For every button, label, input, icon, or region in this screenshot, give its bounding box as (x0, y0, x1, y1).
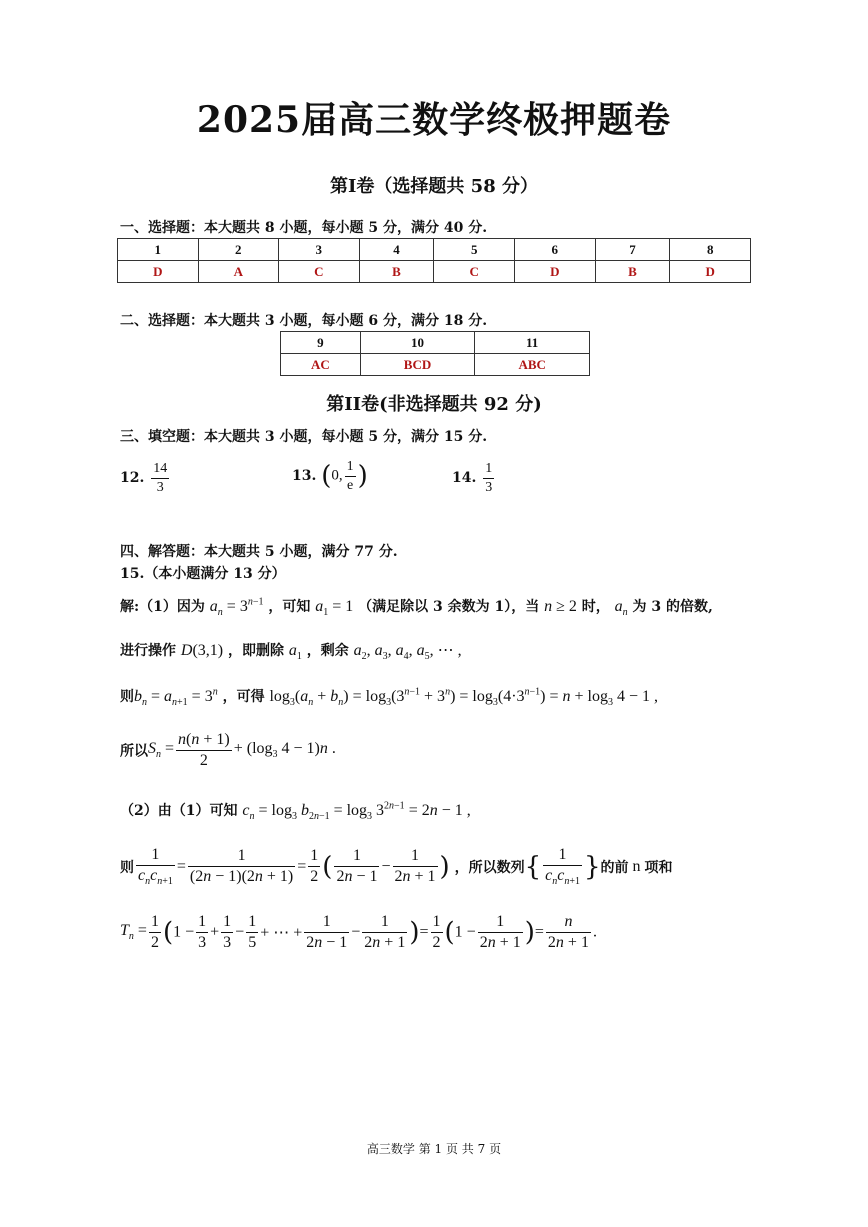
fraction: $\frac{1}{2}$ (432, 913, 441, 951)
solution-text: 时， (581, 599, 610, 615)
fraction: $\frac{n}{2n + 1}$ (547, 913, 589, 951)
part2-heading: 第II卷(非选择题共 92 分) (326, 394, 542, 415)
table-cell: 6 (515, 239, 596, 261)
answer-cell: B (359, 261, 434, 283)
table-cell: 3 (279, 239, 360, 261)
answer-cell: C (279, 261, 360, 283)
solution-line (120, 730, 336, 771)
answer-cell: D (515, 261, 596, 283)
numerator: 1 (345, 458, 356, 477)
math-expression: n ≥ 2 (544, 598, 577, 615)
solution-text: ，可得 (222, 689, 265, 705)
solution-line (120, 686, 658, 708)
denominator: 3 (156, 479, 164, 495)
table-cell: 1 (118, 239, 199, 261)
answer-cell: ABC (475, 354, 590, 376)
math-expression: $\log_3(a_n + b_n) = \log_3(3^{n-1} + 3^n) = \log_3(4\cdot 3^{n-1}) = n + \log_3 4 - 1$ , (269, 686, 659, 709)
section3-heading: 三、填空题：本大题共 3 小题，每小题 5 分，满分 15 分. (120, 429, 488, 445)
table-row-answers (281, 354, 590, 376)
solution-text: （满足除以 3 余数为 1），当 (358, 599, 540, 615)
math-expression: $S_n$ = (148, 740, 175, 761)
answer-cell: D (118, 261, 199, 283)
fraction: $\frac{n(n + 1)}{2}$ (178, 731, 230, 769)
paren-left: ( (321, 461, 332, 491)
table-cell: 8 (670, 239, 751, 261)
fraction (483, 460, 494, 496)
denominator: e (347, 477, 354, 493)
answer-table-2 (280, 331, 590, 376)
solution-text: 则 (120, 859, 134, 876)
answer-cell: D (670, 261, 751, 283)
part1-heading: 第I卷（选择题共 58 分） (329, 176, 538, 197)
math-expression: $c_n = \log_3 b_{2n-1} = \log_3 3^{2n-1} = 2n - 1$ , (242, 800, 471, 823)
solution-text: 项和 (644, 859, 673, 876)
paren-right: ) (357, 461, 368, 491)
table-row-numbers (281, 332, 590, 354)
solution-text: 所以 (120, 743, 148, 760)
fraction: $\frac{1}{2n + 1}$ (394, 847, 436, 886)
fraction: $\frac{1}{3}$ (198, 913, 207, 951)
fraction: $\frac{1}{5}$ (248, 913, 257, 951)
answer-cell: AC (281, 354, 361, 376)
table-row-answers (118, 261, 751, 283)
page-title: 2025届高三数学终极押题卷 (196, 99, 672, 141)
solution-line (120, 596, 713, 618)
fraction: $\frac{1}{2}$ (150, 913, 159, 951)
answer-cell: B (595, 261, 670, 283)
fraction: $\frac{1}{2n - 1}$ (336, 847, 378, 886)
interval-left: 0, (331, 467, 343, 484)
math-expression: $T_n$ = (120, 922, 147, 943)
solution-text: （2）由（1）可知 (120, 803, 238, 819)
numerator: 1 (483, 460, 494, 479)
table-cell: 9 (281, 332, 361, 354)
fraction: $\frac{1}{2n + 1}$ (364, 913, 406, 951)
fraction (151, 460, 169, 496)
fraction: $\frac{1}{(2n - 1)(2n + 1)}$ (189, 847, 294, 886)
solution-text: 进行操作 (120, 643, 176, 659)
answer-cell: BCD (360, 354, 475, 376)
fraction: $\frac{1}{2}$ (310, 847, 319, 886)
table-cell: 2 (198, 239, 279, 261)
q12-label: 12. (120, 470, 145, 486)
section4-heading: 四、解答题：本大题共 5 小题，满分 77 分. (120, 544, 398, 560)
table-cell: 4 (359, 239, 434, 261)
solution-text: ，所以数列 (454, 859, 525, 876)
math-expression: $b_n = a_{n+1} = 3^n$ (134, 686, 218, 709)
q13-answer (292, 458, 368, 494)
answer-table-1 (117, 238, 751, 283)
solution-text: ，可知 (268, 599, 311, 615)
q13-label: 13. (292, 468, 317, 484)
table-row-numbers (118, 239, 751, 261)
section1-heading: 一、选择题：本大题共 8 小题，每小题 5 分，满分 40 分. (120, 220, 488, 236)
q15-heading: 15.（本小题满分 13 分） (120, 566, 286, 582)
solution-text: ，剩余 (306, 643, 349, 659)
page-footer: 高三数学 第 1 页 共 7 页 (366, 1142, 502, 1156)
answer-cell: C (434, 261, 515, 283)
table-cell: 7 (595, 239, 670, 261)
fraction: $\frac{1}{c_nc_{n+1}}$ (545, 846, 580, 888)
math-expression: D(3,1) (180, 642, 224, 659)
solution-text: 为 3 的倍数, (632, 599, 713, 615)
solution-text: 的前 (600, 859, 629, 876)
solution-text: 则 (120, 689, 134, 705)
solution-line: 则 $\frac{1}{c_nc_{n+1}}$ = $\frac{1}{(2n - 1)(2n + 1)}$ = $\frac{1}{2}$ ( $\frac{1}{2n - 1}$ − $\frac{1}{2n + 1}$ ) ，所以数列{ $\frac{1}{c_nc_{n+1}}$ }的前 n 项和 (120, 846, 673, 888)
math-expression: $a_n$ (614, 598, 628, 619)
math-expression: $a_1$ (288, 642, 302, 663)
q12-answer (120, 460, 171, 496)
answer-cell: A (198, 261, 279, 283)
table-cell: 5 (434, 239, 515, 261)
math-expression: $a_n = 3^{n-1}$ (209, 596, 264, 619)
solution-text: ，即删除 (227, 643, 284, 659)
q14-answer (452, 460, 496, 496)
denominator: 3 (485, 479, 493, 495)
fraction: $\frac{1}{2n + 1}$ (479, 913, 521, 951)
math-expression: $a_2$, $a_3$, $a_4$, $a_5$, ⋯ , (353, 642, 462, 663)
math-expression: $a_1 = 1$ (315, 598, 354, 619)
table-cell: 11 (475, 332, 590, 354)
solution-line: $T_n$ = $\frac{1}{2}$ (1 − $\frac{1}{3}$ + $\frac{1}{3}$ − $\frac{1}{5}$ + ⋯ + $\frac{1}{2n - 1}$ − $\frac{1}{2n + 1}$ )= $\frac{1}{2}$ (1 − $\frac{1}{2n + 1}$ )= $\frac{n}{2n + 1}$ . (120, 913, 597, 951)
fraction: $\frac{1}{2n - 1}$ (306, 913, 348, 951)
fraction: $\frac{1}{c_nc_{n+1}}$ (138, 846, 173, 888)
table-cell: 10 (360, 332, 475, 354)
solution-line (120, 640, 462, 662)
fraction (345, 458, 356, 494)
numerator: 14 (151, 460, 169, 479)
section2-heading: 二、选择题：本大题共 3 小题，每小题 6 分，满分 18 分. (120, 313, 488, 329)
solution-line (120, 800, 471, 822)
math-expression: + ($\log_3$ 4 − 1)n . (233, 740, 336, 761)
solution-text: 解:（1）因为 (120, 599, 205, 615)
q14-label: 14. (452, 470, 477, 486)
fraction: $\frac{1}{3}$ (223, 913, 232, 951)
